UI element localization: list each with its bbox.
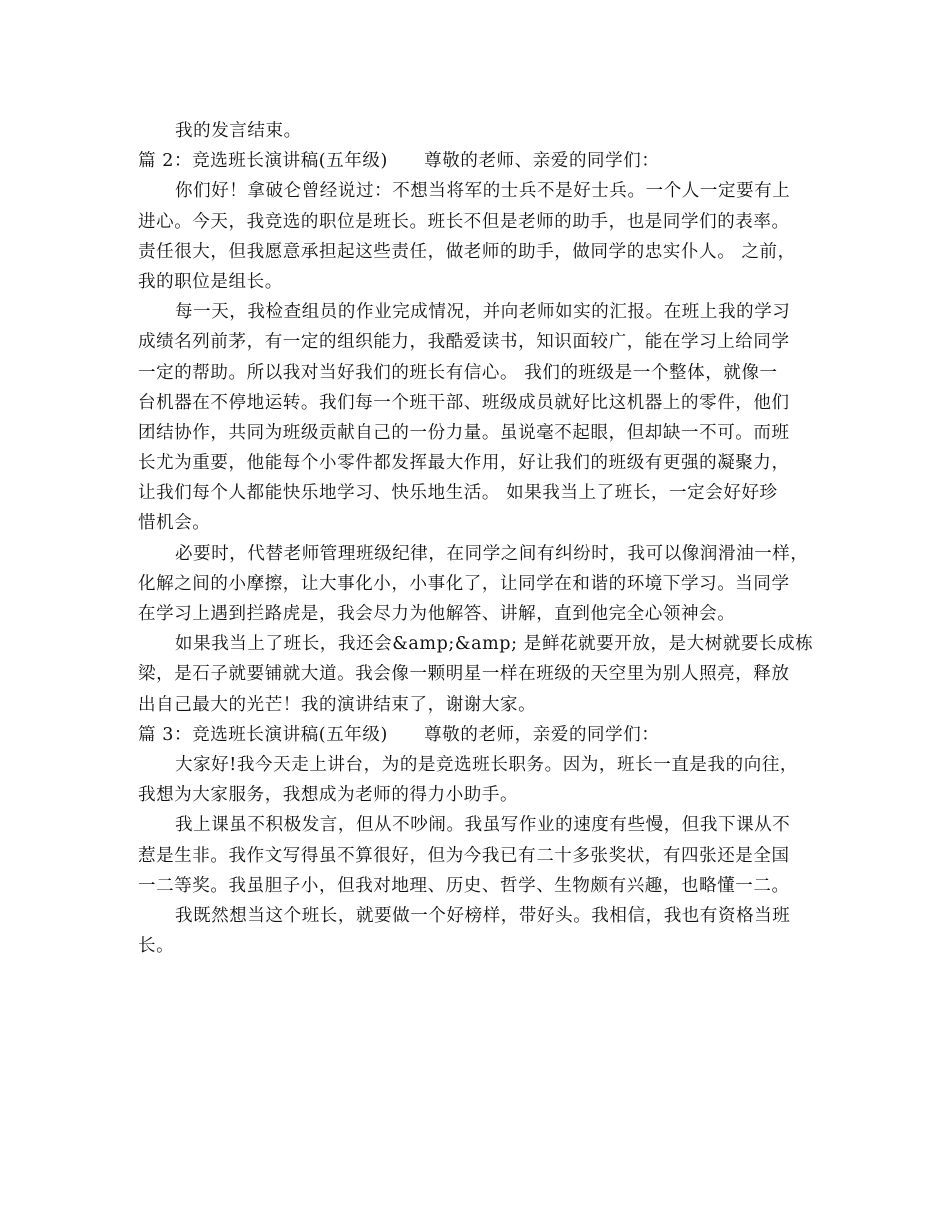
text-line: 团结协作，共同为班级贡献自己的一份力量。虽说毫不起眼，但却缺一不可。而班 <box>138 422 790 443</box>
document-page <box>138 116 828 961</box>
section-heading: 篇 2：竞选班长演讲稿(五年级) 尊敬的老师、亲爱的同学们： <box>138 151 660 172</box>
text-line: 我的发言结束。 <box>175 121 302 141</box>
text-line: 我想为大家服务，我想成为老师的得力小助手。 <box>138 785 519 806</box>
text-line: 必要时，代替老师管理班级纪律，在同学之间有纠纷时，我可以像润滑油一样， <box>175 543 809 564</box>
text-line: 我既然想当这个班长，就要做一个好榜样，带好头。我相信，我也有资格当班 <box>175 905 791 926</box>
text-line: 我的职位是组长。 <box>138 271 283 292</box>
text-line: 惜机会。 <box>138 513 211 534</box>
text-line: 大家好!我今天走上讲台，为的是竞选班长职务。因为，班长一直是我的向往， <box>175 754 799 775</box>
text-line: 梁，是石子就要铺就大道。我会像一颗明星一样在班级的天空里为别人照亮，释放 <box>138 664 790 685</box>
text-line: 成绩名列前茅，有一定的组织能力，我酷爱读书，知识面较广，能在学习上给同学 <box>138 332 790 353</box>
text-line: 你们好！拿破仑曾经说过：不想当将军的士兵不是好士兵。一个人一定要有上 <box>175 181 791 202</box>
section-heading: 篇 3：竞选班长演讲稿(五年级) 尊敬的老师，亲爱的同学们： <box>138 724 660 745</box>
text-line: 一定的帮助。所以我对当好我们的班长有信心。 我们的班级是一个整体，就像一 <box>138 362 778 383</box>
text-line: 化解之间的小摩擦，让大事化小，小事化了，让同学在和谐的环境下学习。当同学 <box>138 573 790 594</box>
text-line: 台机器在不停地运转。我们每一个班干部、班级成员就好比这机器上的零件，他们 <box>138 392 790 413</box>
text-line: 进心。今天，我竞选的职位是班长。班长不但是老师的助手，也是同学们的表率。 <box>138 211 790 232</box>
text-line: 如果我当上了班长，我还会&amp;&amp; 是鲜花就要开放，是大树就要长成栋 <box>175 634 814 655</box>
text-line: 责任很大，但我愿意承担起这些责任，做老师的助手，做同学的忠实仆人。 之前， <box>138 241 796 262</box>
text-line: 长尤为重要，他能每个小零件都发挥最大作用，好让我们的班级有更强的凝聚力， <box>138 453 790 474</box>
text-line: 我上课虽不积极发言，但从不吵闹。我虽写作业的速度有些慢，但我下课从不 <box>175 815 791 836</box>
text-line: 一二等奖。我虽胆子小，但我对地理、历史、哲学、生物颇有兴趣，也略懂一二。 <box>138 875 790 896</box>
text-line: 长。 <box>138 936 175 957</box>
text-line: 惹是生非。我作文写得虽不算很好，但为今我已有二十多张奖状，有四张还是全国 <box>138 845 790 866</box>
text-line: 在学习上遇到拦路虎是，我会尽力为他解答、讲解，直到他完全心领神会。 <box>138 604 736 624</box>
text-line: 出自己最大的光芒！我的演讲结束了，谢谢大家。 <box>138 694 537 715</box>
text-line: 让我们每个人都能快乐地学习、快乐地生活。 如果我当上了班长，一定会好好珍 <box>138 483 778 504</box>
text-line: 每一天，我检查组员的作业完成情况，并向老师如实的汇报。在班上我的学习 <box>175 302 791 323</box>
